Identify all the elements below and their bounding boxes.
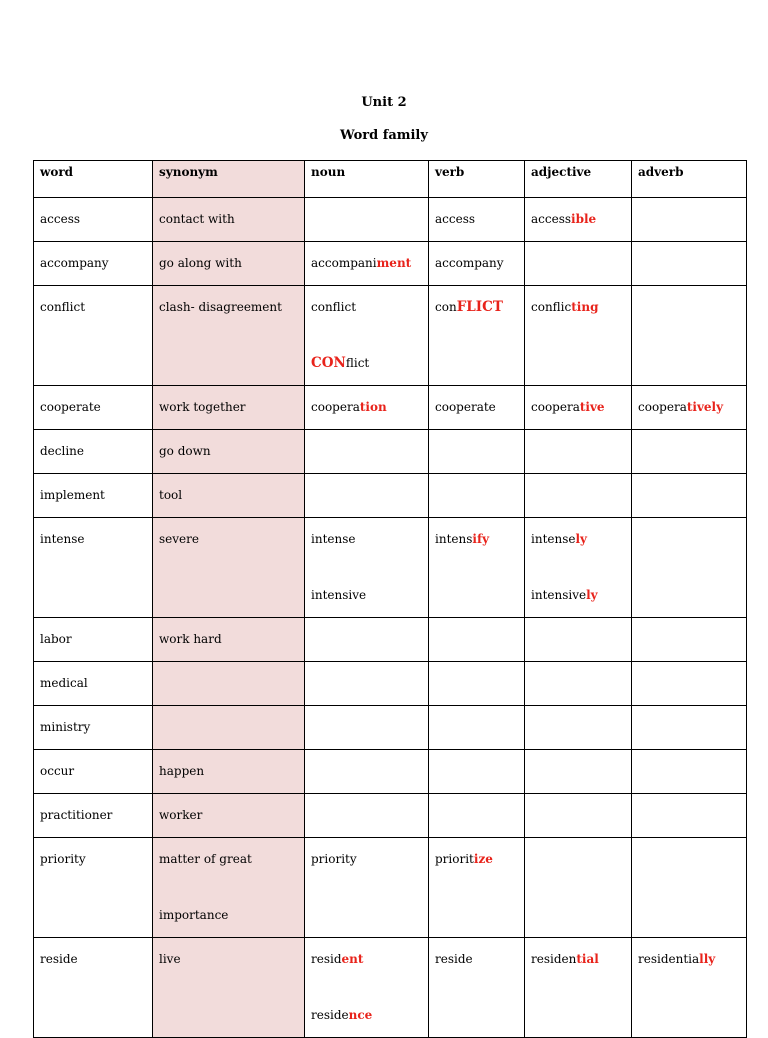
cell-synonym: [153, 430, 305, 474]
cell-line: [311, 578, 422, 613]
table-row: [34, 662, 747, 706]
cell-text: cooperate: [40, 400, 101, 414]
table-row: [34, 838, 747, 938]
unit-title: Unit 2: [361, 95, 407, 110]
cell-line: [311, 346, 422, 381]
cell-word: [34, 838, 153, 938]
word-part: access: [435, 212, 476, 226]
table-header: [34, 161, 747, 198]
cell-line: [435, 290, 518, 325]
word-family-table: [33, 160, 747, 1038]
table-row: [34, 518, 747, 618]
header-noun: noun: [305, 161, 429, 198]
word-part: tool: [159, 488, 183, 502]
table-row: [34, 706, 747, 750]
highlighted-suffix: FLICT: [456, 299, 503, 315]
cell-adverb: [632, 386, 747, 430]
cell-word: [34, 750, 153, 794]
highlighted-suffix: ment: [376, 256, 412, 270]
cell-word: [34, 198, 153, 242]
cell-synonym: [153, 794, 305, 838]
word-part: work together: [159, 400, 246, 414]
cell-adverb: [632, 242, 747, 286]
highlighted-suffix: tive: [579, 400, 605, 414]
word-part: access: [531, 212, 572, 226]
cell-noun: [305, 938, 429, 1038]
cell-word: [34, 794, 153, 838]
highlighted-suffix: ify: [472, 532, 490, 546]
word-part: happen: [159, 764, 205, 778]
highlighted-suffix: tively: [686, 400, 724, 414]
word-part: intensive: [311, 588, 367, 602]
cell-line: [311, 842, 422, 877]
cell-line: [159, 898, 298, 933]
word-part: priority: [311, 852, 357, 866]
word-part: residentia: [638, 952, 700, 966]
cell-line: [159, 390, 298, 425]
cell-line: [159, 246, 298, 281]
section-title: Word family: [340, 128, 428, 143]
header-synonym: synonym: [153, 161, 305, 198]
word-part: live: [159, 952, 181, 966]
cell-adjective: [525, 662, 632, 706]
cell-adverb: [632, 794, 747, 838]
cell-text: decline: [40, 444, 85, 458]
cell-synonym: [153, 750, 305, 794]
highlighted-suffix: nce: [348, 1008, 373, 1022]
cell-synonym: [153, 662, 305, 706]
cell-verb: [429, 662, 525, 706]
cell-adjective: [525, 198, 632, 242]
cell-verb: [429, 938, 525, 1038]
cell-word: [34, 706, 153, 750]
word-part: intens: [435, 532, 473, 546]
word-part: contact with: [159, 212, 235, 226]
word-part: matter of great: [159, 852, 252, 866]
cell-line: [531, 390, 625, 425]
cell-line: [159, 478, 298, 513]
cell-text: ministry: [40, 720, 91, 734]
cell-text: occur: [40, 764, 75, 778]
cell-synonym: [153, 706, 305, 750]
cell-line: [311, 246, 422, 281]
cell-noun: [305, 474, 429, 518]
cell-line: [159, 434, 298, 469]
cell-line: [159, 522, 298, 557]
cell-line: [159, 942, 298, 977]
cell-adjective: [525, 794, 632, 838]
cell-synonym: [153, 518, 305, 618]
cell-line: [311, 390, 422, 425]
cell-line: [531, 942, 625, 977]
cell-word: [34, 618, 153, 662]
cell-adverb: [632, 750, 747, 794]
word-part: coopera: [638, 400, 687, 414]
cell-text: access: [40, 212, 81, 226]
word-part: work hard: [159, 632, 222, 646]
cell-adjective: [525, 386, 632, 430]
cell-noun: [305, 706, 429, 750]
word-part: reside: [435, 952, 473, 966]
word-part: conflict: [311, 300, 357, 314]
cell-adjective: [525, 286, 632, 386]
cell-line: [531, 202, 625, 237]
word-part: accompany: [435, 256, 504, 270]
cell-line: [159, 798, 298, 833]
cell-synonym: [153, 938, 305, 1038]
word-part: coopera: [311, 400, 360, 414]
cell-text: medical: [40, 676, 88, 690]
table-row: [34, 618, 747, 662]
cell-verb: [429, 794, 525, 838]
cell-line: [638, 942, 740, 977]
word-part: intense: [531, 532, 576, 546]
cell-verb: [429, 706, 525, 750]
header-verb: verb: [429, 161, 525, 198]
word-part: coopera: [531, 400, 580, 414]
highlighted-suffix: CON: [311, 355, 346, 371]
cell-line: [159, 290, 298, 325]
table-body: [34, 198, 747, 1038]
word-part: priorit: [435, 852, 474, 866]
cell-adverb: [632, 430, 747, 474]
table-row: [34, 198, 747, 242]
cell-line: [311, 522, 422, 557]
highlighted-suffix: ly: [575, 532, 588, 546]
cell-noun: [305, 518, 429, 618]
cell-line: [638, 390, 740, 425]
highlighted-suffix: ly: [586, 588, 598, 602]
cell-verb: [429, 430, 525, 474]
cell-verb: [429, 618, 525, 662]
word-part: severe: [159, 532, 199, 546]
cell-adverb: [632, 518, 747, 618]
cell-line: [435, 390, 518, 425]
header-row: [34, 161, 747, 198]
cell-line: [159, 622, 298, 657]
cell-text: practitioner: [40, 808, 113, 822]
cell-verb: [429, 198, 525, 242]
cell-word: [34, 518, 153, 618]
cell-line: [435, 842, 518, 877]
highlighted-suffix: ible: [571, 212, 597, 226]
cell-adjective: [525, 242, 632, 286]
cell-word: [34, 662, 153, 706]
word-part: flict: [345, 356, 370, 370]
word-part: accompani: [311, 256, 377, 270]
cell-line: [531, 578, 625, 613]
cell-text: reside: [40, 952, 78, 966]
cell-noun: [305, 198, 429, 242]
word-part: resid: [311, 952, 342, 966]
cell-adjective: [525, 938, 632, 1038]
table-row: [34, 242, 747, 286]
highlighted-suffix: ent: [341, 952, 364, 966]
word-part: con: [435, 300, 457, 314]
cell-line: [159, 754, 298, 789]
cell-verb: [429, 286, 525, 386]
cell-word: [34, 286, 153, 386]
table-row: [34, 386, 747, 430]
cell-synonym: [153, 198, 305, 242]
cell-line: [311, 290, 422, 325]
highlighted-suffix: ize: [473, 852, 493, 866]
cell-text: labor: [40, 632, 72, 646]
cell-adjective: [525, 430, 632, 474]
word-part: intense: [311, 532, 356, 546]
word-part: importance: [159, 908, 229, 922]
cell-line: [531, 522, 625, 557]
cell-text: conflict: [40, 300, 86, 314]
word-part: clash- disagreement: [159, 300, 282, 314]
highlighted-suffix: lly: [699, 952, 716, 966]
cell-line: [311, 998, 422, 1033]
cell-noun: [305, 286, 429, 386]
header-word: word: [34, 161, 153, 198]
cell-word: [34, 386, 153, 430]
table-row: [34, 794, 747, 838]
cell-text: implement: [40, 488, 105, 502]
cell-verb: [429, 474, 525, 518]
table-row: [34, 750, 747, 794]
cell-adjective: [525, 838, 632, 938]
cell-line: [311, 942, 422, 977]
cell-synonym: [153, 618, 305, 662]
cell-adverb: [632, 938, 747, 1038]
cell-verb: [429, 838, 525, 938]
cell-line: [159, 202, 298, 237]
cell-line: [531, 290, 625, 325]
cell-line: [159, 842, 298, 877]
word-part: go down: [159, 444, 211, 458]
word-part: go along with: [159, 256, 242, 270]
cell-synonym: [153, 838, 305, 938]
cell-noun: [305, 750, 429, 794]
cell-adjective: [525, 706, 632, 750]
header-adverb: adverb: [632, 161, 747, 198]
cell-noun: [305, 242, 429, 286]
table-row: [34, 286, 747, 386]
header-adjective: adjective: [525, 161, 632, 198]
cell-adverb: [632, 286, 747, 386]
word-part: reside: [311, 1008, 349, 1022]
cell-line: [435, 522, 518, 557]
word-part: worker: [159, 808, 203, 822]
cell-line: [435, 202, 518, 237]
cell-word: [34, 430, 153, 474]
cell-verb: [429, 242, 525, 286]
cell-noun: [305, 386, 429, 430]
cell-noun: [305, 794, 429, 838]
cell-adverb: [632, 198, 747, 242]
cell-noun: [305, 838, 429, 938]
cell-synonym: [153, 242, 305, 286]
cell-verb: [429, 386, 525, 430]
cell-adjective: [525, 474, 632, 518]
cell-word: [34, 242, 153, 286]
cell-verb: [429, 750, 525, 794]
cell-adverb: [632, 474, 747, 518]
cell-line: [435, 246, 518, 281]
cell-adverb: [632, 662, 747, 706]
cell-noun: [305, 618, 429, 662]
table-row: [34, 430, 747, 474]
cell-word: [34, 938, 153, 1038]
cell-noun: [305, 662, 429, 706]
cell-adverb: [632, 618, 747, 662]
word-part: conflic: [531, 300, 572, 314]
cell-synonym: [153, 286, 305, 386]
highlighted-suffix: ting: [571, 300, 599, 314]
table-row: [34, 938, 747, 1038]
cell-text: priority: [40, 852, 86, 866]
highlighted-suffix: tial: [576, 952, 599, 966]
cell-text: intense: [40, 532, 85, 546]
word-part: intensive: [531, 588, 587, 602]
cell-synonym: [153, 386, 305, 430]
word-part: cooperate: [435, 400, 496, 414]
cell-text: accompany: [40, 256, 109, 270]
cell-noun: [305, 430, 429, 474]
word-part: residen: [531, 952, 577, 966]
table-row: [34, 474, 747, 518]
cell-adjective: [525, 618, 632, 662]
cell-adverb: [632, 838, 747, 938]
cell-synonym: [153, 474, 305, 518]
cell-adjective: [525, 750, 632, 794]
cell-adjective: [525, 518, 632, 618]
cell-word: [34, 474, 153, 518]
cell-verb: [429, 518, 525, 618]
highlighted-suffix: tion: [359, 400, 387, 414]
cell-adverb: [632, 706, 747, 750]
cell-line: [435, 942, 518, 977]
